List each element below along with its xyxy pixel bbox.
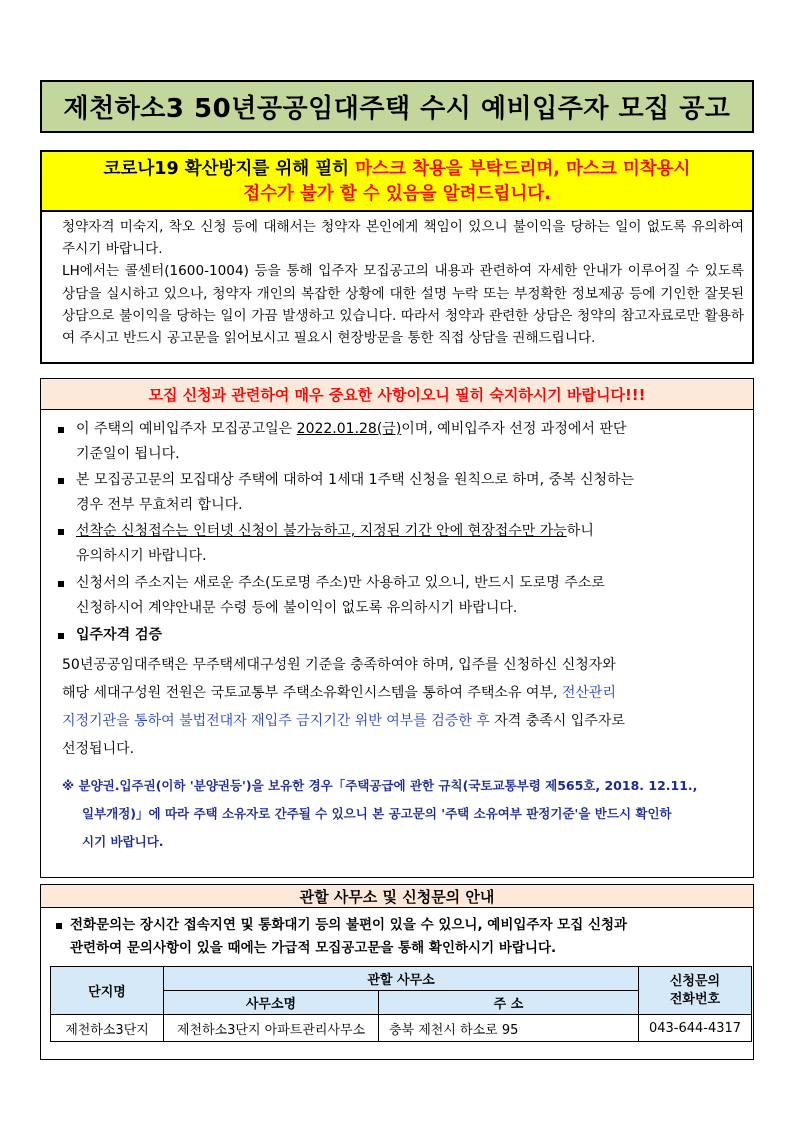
col-header-office-name: 사무소명 (164, 991, 379, 1015)
cell-complex: 제천하소3단지 (51, 1015, 164, 1042)
eligibility-line-3-post: 자격 충족시 입주자로 (489, 713, 625, 729)
bullet-square-icon (58, 529, 64, 535)
announcement-date: 2022.01.28(금) (296, 421, 402, 437)
col-header-office-group: 관할 사무소 (164, 967, 639, 991)
eligibility-line-2-blue: 전산관리 (561, 685, 616, 701)
intro-paragraph-1: 청약자격 미숙지, 착오 신청 등에 대해서는 청약자 본인에게 책임이 있으니 불이익을 당하는 일이 없도록 유의하여 주시기 바랍니다. (62, 219, 744, 258)
page-title: 제천하소3 50년공공임대주택 수시 예비입주자 모집 공고 (63, 94, 731, 124)
office-section-title: 관할 사무소 및 신청문의 안내 (299, 887, 495, 906)
office-notice-line-1: 전화문의는 장시간 접속지연 및 통화대기 등의 불편이 있을 수 있으니, 예비입주자 모집 신청과 (70, 917, 628, 933)
col-header-address: 주 소 (379, 991, 639, 1015)
bullet-1-pre: 이 주택의 예비입주자 모집공고일은 (76, 421, 297, 437)
bullet-1-line-2: 기준일이 됩니다. (76, 446, 180, 462)
bullet-square-icon (58, 633, 64, 639)
eligibility-heading: 입주자격 검증 (76, 627, 163, 643)
reference-note-line-3: 시기 바랍니다. (82, 834, 164, 849)
bullet-square-icon (58, 427, 64, 433)
corona-notice (40, 150, 754, 212)
intro-notice (40, 212, 754, 364)
bullet-3-post: 하니 (566, 523, 594, 539)
bullet-4-line-2: 신청하시어 계약안내문 수령 등에 불이익이 없도록 유의하시기 바랍니다. (76, 600, 518, 616)
cell-phone: 043-644-4317 (639, 1015, 752, 1042)
corona-line-1 (42, 157, 752, 182)
corona-text-black: 코로나19 확산방지를 위해 필히 (103, 159, 356, 179)
important-notice-header (40, 378, 754, 410)
bullet-1-post: 이며, 예비입주자 선정 과정에서 판단 (401, 421, 627, 437)
bullet-3-line-2: 유의하시기 바랍니다. (76, 548, 207, 564)
bullet-2-line-1: 본 모집공고문의 모집대상 주택에 대하여 1세대 1주택 신청을 원칙으로 하며, 중복 신청하는 (76, 472, 635, 488)
eligibility-paragraph (62, 651, 758, 763)
notice-bullet-3 (76, 519, 756, 569)
bullet-2-line-2: 경우 전부 무효처리 합니다. (76, 497, 243, 513)
intro-paragraph-2: LH에서는 콜센터(1600-1004) 등을 통해 입주자 모집공고의 내용과 관련하여 자세한 안내가 이루어질 수 있도록 상담을 실시하고 있으나, 청약자 개인의 복잡한 상황에 대한 설명 누락 또는 부정확한 정보제공 등에 기인한 잘못된 상담으로 불이익을 당하는 일이 가끔 발생하고 있습니다. 따라서 청약과 관련한 상담은 청약의 참고자료로만 활용하여 주시고 반드시 공고문을 읽어보시고 필요시 현장방문을 통한 직접 상담을 권해드립니다. (62, 263, 744, 347)
cell-address: 충북 제천시 하소로 95 (379, 1015, 639, 1042)
corona-text-red-2: 접수가 불가 할 수 있음을 알려드립니다. (243, 184, 551, 204)
col-header-phone: 신청문의 전화번호 (639, 967, 752, 1015)
col-header-complex: 단지명 (51, 967, 164, 1015)
reference-note-line-2: 일부개정)」에 따라 주택 소유자로 간주될 수 있으니 본 공고문의 '주택 소유여부 판정기준'을 반드시 확인하 (82, 806, 672, 821)
reference-note (62, 772, 758, 856)
eligibility-line-1: 50년공공임대주택은 무주택세대구성원 기준을 충족하여야 하며, 입주를 신청하신 신청자와 (62, 657, 616, 673)
office-notice-line-2: 관련하여 문의사항이 있을 때에는 가급적 모집공고문을 통해 확인하시기 바랍니다. (70, 940, 557, 956)
eligibility-line-3-blue: 지정기관을 통하여 불법전대자 재입주 금지기간 위반 여부를 검증한 후 (62, 713, 490, 729)
bullet-4-line-1: 신청서의 주소지는 새로운 주소(도로명 주소)만 사용하고 있으니, 반드시 도로명 주소로 (76, 575, 605, 591)
office-section-header (40, 884, 754, 908)
notice-bullet-4 (76, 571, 756, 621)
notice-bullet-2 (76, 468, 756, 518)
page-title-banner (40, 80, 754, 133)
cell-office-name: 제천하소3단지 아파트관리사무소 (164, 1015, 379, 1042)
eligibility-line-2-pre: 해당 세대구성원 전원은 국토교통부 주택소유확인시스템을 통하여 주택소유 여부, (62, 685, 562, 701)
notice-bullet-1 (76, 417, 756, 467)
table-row (51, 1015, 752, 1042)
corona-text-red-1: 마스크 착용을 부탁드리며, 마스크 미착용시 (355, 159, 691, 179)
bullet-square-icon (58, 478, 64, 484)
bullet-3-underlined: 선착순 신청접수는 인터넷 신청이 불가능하고, 지정된 기간 안에 현장접수만 가능 (76, 523, 567, 539)
reference-note-line-1: ※ 분양권.입주권(이하 '분양권등')을 보유한 경우「주택공급에 관한 규칙(국토교통부령 제565호, 2018. 12.11., (62, 778, 698, 793)
office-notice-text (52, 914, 752, 960)
office-table (50, 966, 752, 1042)
important-notice-title: 모집 신청과 관련하여 매우 중요한 사항이오니 필히 숙지하시기 바랍니다!!! (148, 385, 646, 404)
eligibility-line-4: 선정됩니다. (62, 741, 135, 757)
bullet-square-icon (58, 581, 64, 587)
